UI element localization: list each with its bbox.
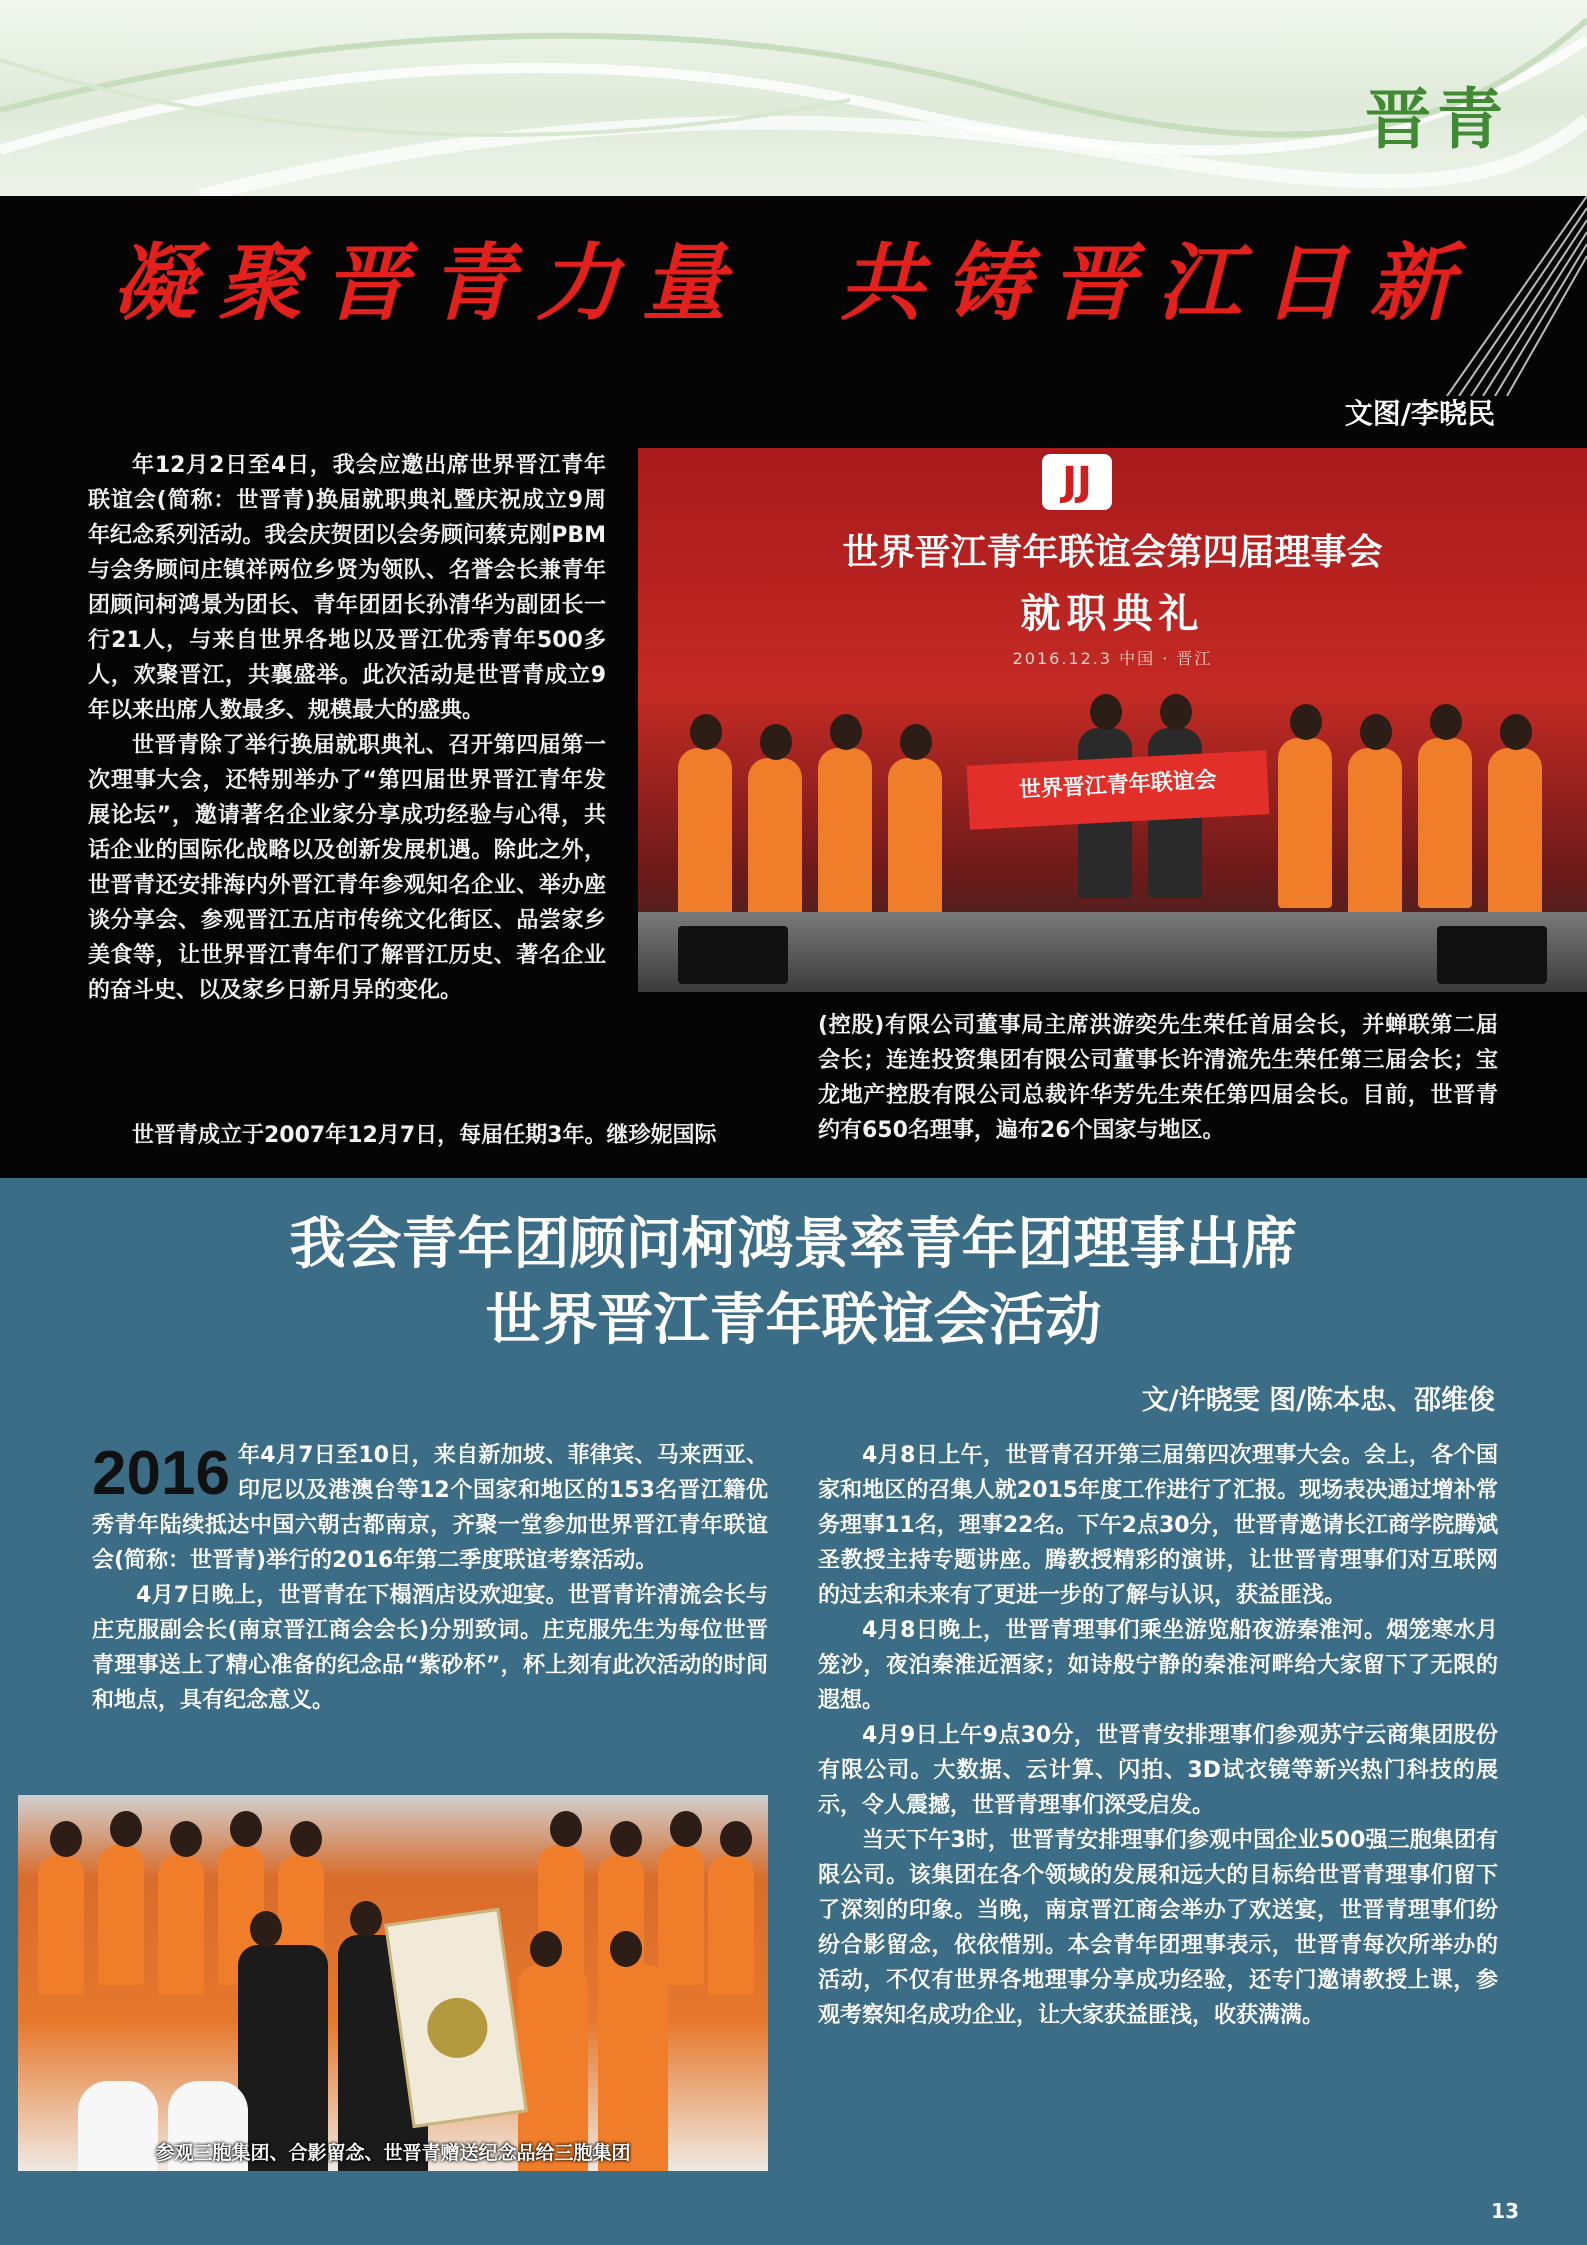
speaker — [1437, 926, 1547, 984]
section-label: 晋青 — [1365, 80, 1509, 158]
article-2-column-right — [818, 1438, 1498, 2033]
group-visit-photo — [18, 1795, 768, 2171]
person-figure — [888, 758, 942, 928]
article-1-paragraph-2: 世晋青除了举行换届就职典礼、召开第四届第一次理事大会，还特别举办了“第四届世界晋江青年发展论坛”，邀请著名企业家分享成功经验与心得，共话企业的国际化战略以及创新发展机遇。除此之外，世晋青还安排海内外晋江青年参观知名企业、举办座谈分享会、参观晋江五店市传统文化街区、品尝家乡美食等，让世界晋江青年们了解晋江历史、著名企业的奋斗史、以及家乡日新月异的变化。 — [88, 733, 606, 1003]
person-figure — [678, 748, 732, 918]
article-2-headline-line-1: 我会青年团顾问柯鸿景率青年团理事出席 — [289, 1211, 1298, 1277]
stage-date: 2016.12.3 中国 · 晋江 — [1012, 649, 1213, 668]
year-drop-cap: 2016 — [92, 1439, 230, 1508]
article-2-paragraph-2: 4月7日晚上，世晋青在下榻酒店设欢迎宴。世晋青许清流会长与庄克服副会长(南京晋江商会会长)分别致词。庄克服先生为每位世晋青理事送上了精心准备的纪念品“紫砂杯”，杯上刻有此次活动的时间和地点，具有纪念意义。 — [92, 1583, 768, 1713]
person-figure — [98, 1845, 144, 1985]
inauguration-photo — [638, 448, 1587, 992]
article-2-paragraph-4: 4月8日晚上，世晋青理事们乘坐游览船夜游秦淮河。烟笼寒水月笼沙，夜泊秦淮近酒家；如诗般宁静的秦淮河畔给大家留下了无限的遐想。 — [818, 1618, 1498, 1713]
photo-caption: 参观三胞集团、合影留念、世晋青赠送纪念品给三胞集团 — [155, 2142, 631, 2164]
page-number: 13 — [1491, 2199, 1519, 2223]
article-1-column-top — [88, 448, 606, 1008]
person-figure — [1488, 748, 1542, 918]
article-2-paragraph-1: 年4月7日至10日，来自新加坡、菲律宾、马来西亚、印尼以及港澳台等12个国家和地区的153名晋江籍优秀青年陆续抵达中国六朝古都南京，齐聚一堂参加世界晋江青年联谊会(简称：世晋青)举行的2016年第二季度联谊考察活动。 — [92, 1443, 768, 1573]
person-figure — [1348, 748, 1402, 918]
speaker — [678, 926, 788, 984]
stage-title: 世界晋江青年联谊会第四届理事会 — [842, 532, 1383, 573]
article-1-column-right — [818, 1008, 1498, 1148]
person-figure — [38, 1855, 84, 1995]
article-2-byline: 文/许晓雯 图/陈本忠、邵维俊 — [1141, 1385, 1495, 1416]
article-1-paragraph-3b: (控股)有限公司董事局主席洪游奕先生荣任首届会长，并蝉联第二届会长；连连投资集团有限公司董事长许清流先生荣任第三届会长；宝龙地产控股有限公司总裁许华芳先生荣任第四届会长。目前，世晋青约有650名理事，遍布26个国家与地区。 — [818, 1013, 1498, 1143]
article-1 — [0, 196, 1587, 1178]
person-figure — [748, 758, 802, 928]
person-figure — [708, 1855, 754, 1995]
stage-subtitle: 就职典礼 — [1020, 591, 1205, 637]
group-banner: 世界晋江青年联谊会 — [967, 750, 1270, 830]
article-1-column-left — [88, 1118, 768, 1153]
article-1-byline: 文图/李晓民 — [1344, 397, 1495, 430]
article-2-column-left — [92, 1438, 768, 1718]
wave-decoration — [0, 0, 1587, 196]
top-banner — [0, 0, 1587, 196]
person-figure — [658, 1845, 704, 1985]
article-2-paragraph-6: 当天下午3时，世晋青安排理事们参观中国企业500强三胞集团有限公司。该集团在各个领域的发展和远大的目标给世晋青理事们留下了深刻的印象。当晚，南京晋江商会举办了欢送宴，世晋青理事们纷纷合影留念，依依惜别。本会青年团理事表示，世晋青每次所举办的活动，不仅有世界各地理事分享成功经验，还专门邀请教授上课，参观考察知名成功企业，让大家获益匪浅，收获满满。 — [818, 1828, 1498, 2028]
article-2-paragraph-3: 4月8日上午，世晋青召开第三届第四次理事大会。会上，各个国家和地区的召集人就2015年度工作进行了汇报。现场表决通过增补常务理事11名，理事22名。下午2点30分，世晋青邀请长江商学院腾斌圣教授主持专题讲座。腾教授精彩的演讲，让世晋青理事们对互联网的过去和未来有了更进一步的了解与认识，获益匪浅。 — [818, 1443, 1498, 1608]
article-2-headline-line-2: 世界晋江青年联谊会活动 — [485, 1287, 1102, 1353]
article-2-paragraph-5: 4月9日上午9点30分，世晋青安排理事们参观苏宁云商集团股份有限公司。大数据、云计算、闪拍、3D试衣镜等新兴热门科技的展示，令人震撼，世晋青理事们深受启发。 — [818, 1723, 1498, 1818]
article-2-headline — [0, 1206, 1587, 1358]
article-1-headline: 凝聚晋青力量 共铸晋江日新 — [111, 233, 1476, 332]
person-figure — [1418, 738, 1472, 908]
article-1-paragraph-3a: 世晋青成立于2007年12月7日，每届任期3年。继珍妮国际 — [132, 1123, 717, 1148]
article-1-paragraph-1: 年12月2日至4日，我会应邀出席世界晋江青年联谊会(简称：世晋青)换届就职典礼暨庆祝成立9周年纪念系列活动。我会庆贺团以会务顾问蔡克刚PBM与会务顾问庄镇祥两位乡贤为领队、名誉会长兼青年团顾问柯鸿景为团长、青年团团长孙清华为副团长一行21人，与来自世界各地以及晋江优秀青年500多人，欢聚晋江，共襄盛举。此次活动是世晋青成立9年以来出席人数最多、规模最大的盛典。 — [88, 453, 606, 723]
organization-logo: JJ — [1042, 454, 1112, 510]
person-figure — [818, 748, 872, 918]
person-figure — [158, 1855, 204, 1995]
person-figure — [1278, 738, 1332, 908]
article-2 — [0, 1178, 1587, 2245]
